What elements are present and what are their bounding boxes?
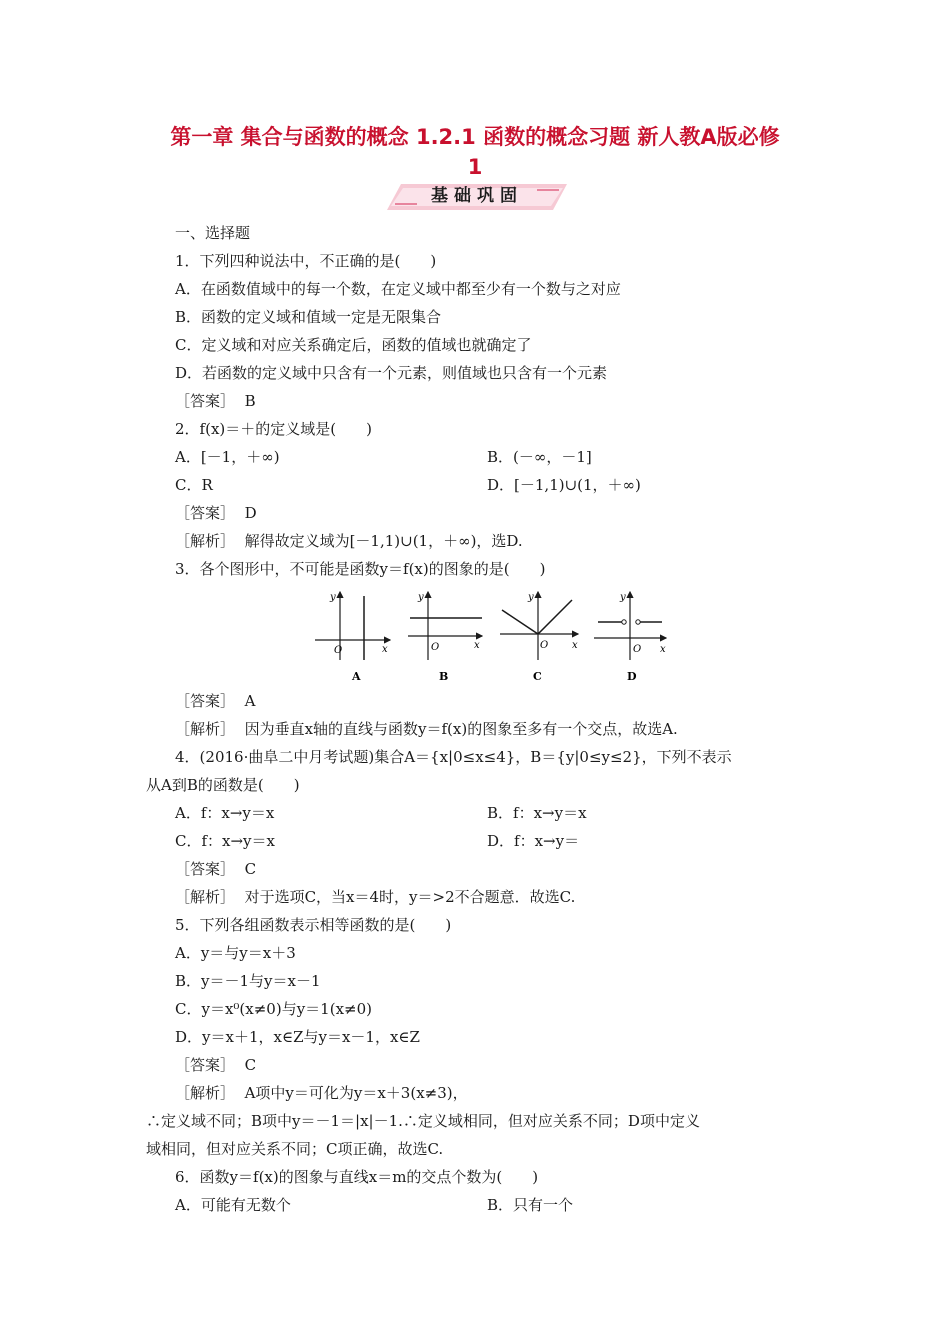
title-line-1: 第一章 集合与函数的概念 1.2.1 函数的概念习题 新人教A版必修 — [170, 125, 780, 149]
q4-answer — [175, 858, 256, 880]
fig-d-y-label: y — [620, 592, 626, 603]
fig-a-x-label: x — [382, 644, 388, 655]
fig-b-origin: O — [431, 642, 440, 653]
answer-tag: ［答案］ — [175, 860, 236, 878]
analysis-tag: ［解析］ — [175, 720, 236, 738]
q5-option-a: A．y＝与y＝x＋3 — [175, 944, 296, 962]
q5-analysis-text: A项中y＝可化为y＝x＋3(x≠3)， — [244, 1084, 468, 1102]
fig-c-origin: O — [540, 640, 549, 651]
q4-stem-line-1: 4．(2016·曲阜二中月考试题)集合A＝{x|0≤x≤4}，B＝{y|0≤y≤2}，下列不表示 — [175, 748, 732, 766]
q5-answer — [175, 1054, 256, 1076]
q5-stem: 5．下列各组函数表示相等函数的是( ) — [175, 916, 452, 934]
q1-option-b: B．函数的定义域和值域一定是无限集合 — [175, 308, 442, 326]
fig-d-x-label: x — [660, 644, 666, 655]
q3-answer — [175, 690, 255, 712]
fig-b-x-label: x — [474, 640, 480, 651]
answer-tag: ［答案］ — [175, 504, 236, 522]
fig-a-origin: O — [334, 645, 343, 656]
q2-answer-value: D — [244, 504, 257, 522]
figure-c — [500, 592, 578, 683]
q5-answer-value: C — [244, 1056, 257, 1074]
fig-a-y-label: y — [330, 592, 336, 603]
document-title — [130, 122, 820, 182]
section-heading: 一、选择题 — [175, 224, 251, 242]
q4-analysis — [175, 886, 575, 908]
fig-b-label: B — [439, 670, 449, 683]
q1-answer — [175, 390, 256, 412]
q2-option-c: C．R — [175, 476, 213, 494]
fig-b-y-label: y — [418, 592, 424, 603]
figure-d — [594, 592, 666, 683]
q2-option-b: B．(－∞，－1] — [487, 448, 592, 466]
q4-option-a: A．f：x→y＝x — [175, 804, 275, 822]
q6-stem: 6．函数y＝f(x)的图象与直线x＝m的交点个数为( ) — [175, 1168, 539, 1186]
banner-label: 基础巩固 — [431, 186, 523, 206]
answer-tag: ［答案］ — [175, 392, 236, 410]
figure-b — [408, 592, 482, 683]
fig-c-label: C — [533, 670, 542, 683]
fig-a-label: A — [352, 670, 361, 683]
title-line-2: 1 — [467, 155, 483, 179]
q6-option-b: B．只有一个 — [487, 1196, 574, 1214]
q1-answer-value: B — [244, 392, 256, 410]
q1-option-a: A．在函数值域中的每一个数，在定义域中都至少有一个数与之对应 — [175, 280, 621, 298]
q3-analysis — [175, 718, 678, 740]
q1-stem: 1．下列四种说法中，不正确的是( ) — [175, 252, 437, 270]
q5-analysis-line-2: ∴定义域不同；B项中y＝－1＝|x|－1.∴定义域相同，但对应关系不同；D项中定义 — [146, 1112, 700, 1130]
q4-analysis-text: 对于选项C，当x＝4时，y＝>2不合题意．故选C. — [244, 888, 576, 906]
fig-c-x-label: x — [572, 640, 578, 651]
q4-option-d: D．f：x→y＝ — [487, 832, 580, 850]
q1-option-d: D．若函数的定义域中只含有一个元素，则值域也只含有一个元素 — [175, 364, 608, 382]
q5-option-d: D．y＝x＋1，x∈Z与y＝x－1，x∈Z — [175, 1028, 420, 1046]
analysis-tag: ［解析］ — [175, 888, 236, 906]
answer-tag: ［答案］ — [175, 692, 236, 710]
q6-option-a: A．可能有无数个 — [175, 1196, 291, 1214]
section-banner — [387, 182, 567, 210]
q2-answer — [175, 502, 257, 524]
q5-option-b: B．y＝－1与y＝x－1 — [175, 972, 321, 990]
answer-tag: ［答案］ — [175, 1056, 236, 1074]
q2-analysis — [175, 530, 523, 552]
fig-c-y-label: y — [528, 592, 534, 603]
q5-option-c: C．y＝x⁰(x≠0)与y＝1(x≠0) — [175, 1000, 372, 1018]
fig-d-origin: O — [633, 644, 642, 655]
fig-d-label: D — [627, 670, 637, 683]
analysis-tag: ［解析］ — [175, 532, 236, 550]
q3-answer-value: A — [244, 692, 256, 710]
q4-option-b: B．f：x→y＝x — [487, 804, 587, 822]
figure-a — [315, 592, 390, 683]
q4-option-c: C．f：x→y＝x — [175, 832, 275, 850]
q2-stem: 2．f(x)＝＋的定义域是( ) — [175, 420, 372, 438]
q3-stem: 3．各个图形中，不可能是函数y＝f(x)的图象的是( ) — [175, 560, 546, 578]
q3-figures — [310, 588, 670, 688]
q2-option-a: A．[－1，＋∞) — [175, 448, 280, 466]
analysis-tag: ［解析］ — [175, 1084, 236, 1102]
q2-option-d: D．[－1,1)∪(1，＋∞) — [487, 476, 641, 494]
q4-stem-line-2: 从A到B的函数是( ) — [146, 776, 300, 794]
q4-answer-value: C — [244, 860, 257, 878]
q3-analysis-text: 因为垂直x轴的直线与函数y＝f(x)的图象至多有一个交点，故选A. — [244, 720, 678, 738]
q2-analysis-text: 解得故定义域为[－1,1)∪(1，＋∞)，选D. — [244, 532, 523, 550]
q5-analysis-line-3: 域相同，但对应关系不同；C项正确，故选C. — [146, 1140, 444, 1158]
q5-analysis — [175, 1082, 468, 1104]
q1-option-c: C．定义域和对应关系确定后，函数的值域也就确定了 — [175, 336, 532, 354]
